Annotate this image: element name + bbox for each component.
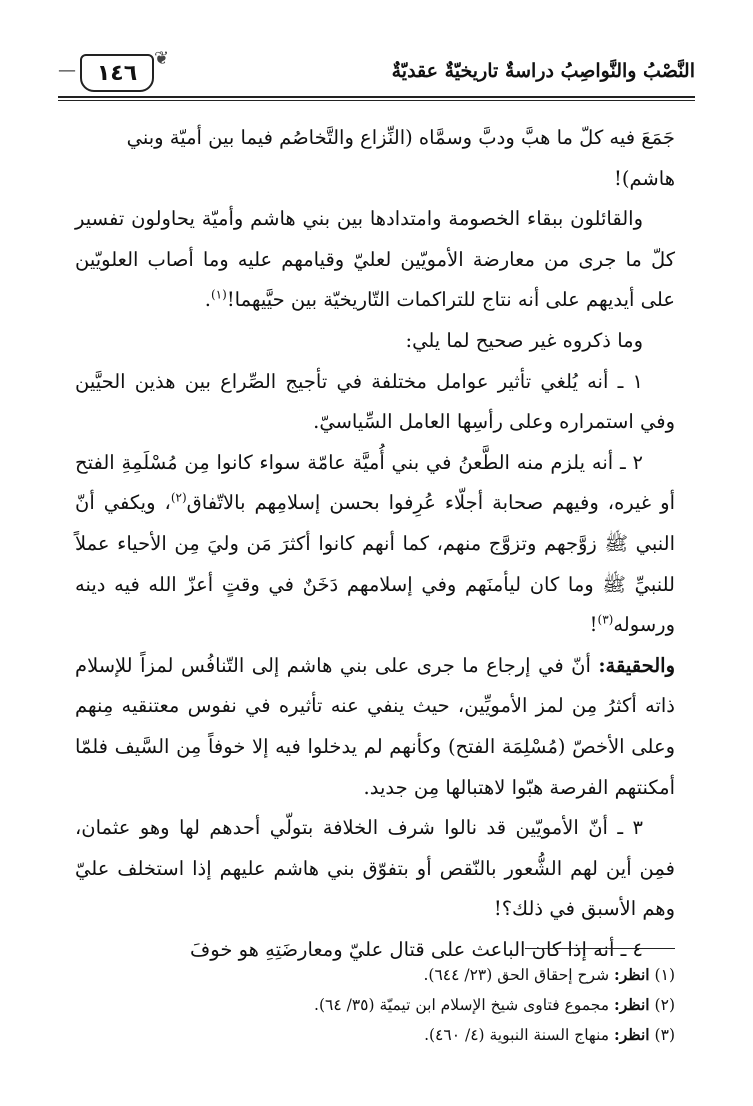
footnote-ref[interactable]: (١) (210, 287, 227, 302)
text-line: ٢ ـ أنه يلزم منه الطَّعنُ في بني أُميَّة عامّة سواء كانوا مِن مُسْلَمِةِ (121, 450, 643, 474)
text-line: أنّ في إرجاع ما جرى على بني هاشم إلى التّنافُس لمزاً (140, 653, 599, 677)
page-number: ١٤٦ (80, 54, 154, 92)
footnote-text: منهاج السنة النبوية (٤/ ٤٦٠). (424, 1026, 610, 1044)
text-line: ١ ـ أنه يُلغي تأثير عوامل مختلفة في تأجيج الصِّراع بين هذين (134, 369, 643, 393)
footnote-rule (525, 948, 675, 949)
footnote-ref[interactable]: (٢) (170, 490, 187, 505)
paragraph (75, 808, 675, 930)
footnote-item (75, 960, 675, 990)
footnote-text: مجموع فتاوى شيخ الإسلام ابن تيميّة (٣٥/ ٦٤). (314, 996, 610, 1014)
text-line: استخلف عليّ وهم الأسبق في ذلك؟! (75, 856, 675, 921)
footnote-item (75, 990, 675, 1020)
page-header (58, 48, 695, 102)
paragraph (75, 321, 675, 362)
paragraph (75, 118, 675, 199)
header-rule (58, 96, 695, 98)
ornament-icon: — (58, 60, 76, 81)
text-line: والقائلون ببقاء الخصومة وامتدادها بين بني هاشم وأميّة يحاولون (131, 207, 643, 231)
text-line: الحيَّين وفي استمراره وعلى رأسِها العامل السِّياسيّ. (75, 369, 675, 434)
footnote-ref[interactable]: (٣) (597, 612, 614, 627)
header-rule-thin (58, 100, 695, 101)
text-line: ٤ ـ أنه إذا كان الباعث على قتال عليّ ومعارضَتِهِ هو خوفَ (190, 937, 643, 961)
text-line: ! (589, 613, 598, 637)
paragraph (75, 443, 675, 646)
footnote-number: (٢) (654, 996, 675, 1014)
text-line: ويكفي أنّ النبي ﷺ زوَّجهم وتزوَّج منهم، كما أنهم كانوا أكثرَ مَن وليَ (75, 491, 675, 555)
paragraph (75, 646, 675, 808)
main-text (75, 118, 675, 970)
text-line: أعزّ الله فيه دينه ورسوله (75, 572, 675, 637)
footnote-label: انظر: (614, 995, 650, 1014)
bold-lead: والحقيقة: (598, 653, 675, 677)
paragraph (75, 199, 675, 321)
text-line: ٣ ـ أنّ الأمويّين قد نالوا شرف الخلافة بتولّي أحدهم لها وهو (139, 816, 644, 840)
text-line: هاشم)! (614, 166, 675, 190)
ornament-icon: ❦ (154, 48, 170, 69)
paragraph (75, 362, 675, 443)
text-line: للإسلام ذاته أكثرُ مِن لمز الأمويِّين، حيث ينفي عنه تأثيره في نفوس (75, 653, 675, 718)
footnote-number: (٣) (654, 1026, 675, 1044)
text-line: . (204, 288, 211, 312)
footnotes (75, 960, 675, 1050)
text-line: جَمَعَ فيه كلّ ما هبَّ ودبَّ وسمَّاه (النِّزاع والتَّخاصُم فيما بين أميّة وبني (126, 126, 675, 149)
footnote-label: انظر: (614, 965, 650, 984)
text-line: معتنقيه مِنهم وعلى الأخصّ (مُسْلِمَة الفتح) وكأنهم لم يدخلوا فيه إلا (75, 694, 675, 758)
text-line: عثمان، فمِن أين لهم الشُّعور بالنّقص أو بتفوّق بني هاشم عليهم إذا (75, 816, 675, 880)
text-line: الفتح أو غيره، وفيهم صحابة أجلّاء عُرِفوا بحسن إسلامِهم بالاتّفاق (75, 450, 675, 515)
text-line: العلويّين على أيديهم على أنه نتاج للتراكمات التّاريخيّة بين حيَّيهما! (75, 247, 675, 312)
text-line: وما ذكروه غير صحيح لما يلي: (405, 328, 643, 352)
text-line: خوفاً مِن السَّيف فلمّا أمكنتهم الفرصة هبّوا لاهتبالها مِن جديد. (75, 734, 675, 799)
text-line: مِن الأحياء عملاً للنبيِّ ﷺ وما كان ليأمنَهم وفي إسلامهم دَخَنٌ في وقتٍ (75, 531, 675, 596)
running-title: النَّصْبُ والنَّواصِبُ دراسةٌ تاريخيّةٌ عقديّةٌ (391, 60, 695, 82)
footnote-number: (١) (654, 966, 675, 984)
footnote-label: انظر: (614, 1025, 650, 1044)
footnote-item (75, 1020, 675, 1050)
text-line: ، (164, 491, 171, 515)
text-line: تفسير كلّ ما جرى من معارضة الأمويّين لعليّ وقيامهم عليه وما أصاب (75, 207, 676, 271)
footnote-text: شرح إحقاق الحق (٢٣/ ٦٤٤). (423, 966, 610, 984)
